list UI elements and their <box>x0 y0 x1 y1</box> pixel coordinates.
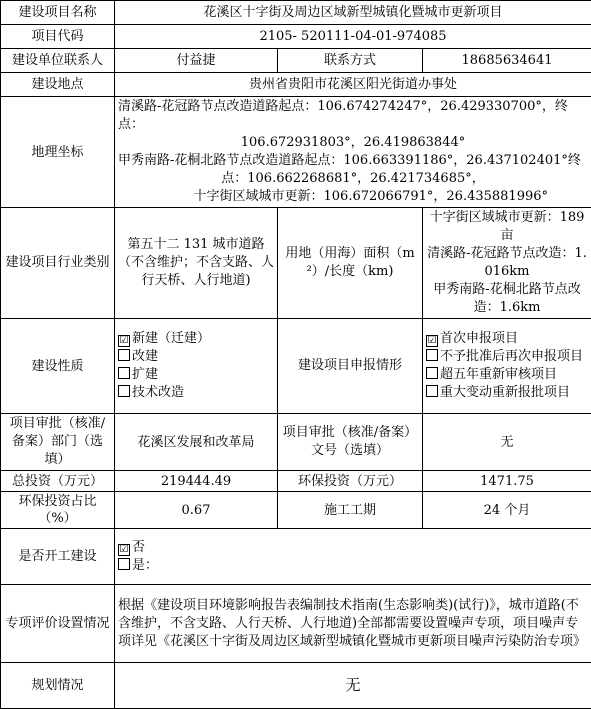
nature-option-label: 改建 <box>132 349 158 364</box>
coordinates-line: 清溪路-花冠路节点改造道路起点：106.674274247°，26.429330700°，终点： <box>118 98 588 134</box>
construction-period-value: 24 个月 <box>423 492 591 529</box>
area-line: 甲秀南路-花桐北路节点改造：1.6km <box>426 281 588 317</box>
contact-value: 付益捷 <box>115 49 278 73</box>
contact-method-value: 18685634641 <box>423 49 591 73</box>
special-label: 专项评价设置情况 <box>1 585 115 663</box>
approval-dept-label: 项目审批（核准/备案）部门（选填） <box>1 414 115 471</box>
nature-option-label: 技术改造 <box>132 385 184 400</box>
declare-option-label: 不予批准后再次申报项目 <box>440 349 583 364</box>
category-label: 建设项目行业类别 <box>1 208 115 319</box>
planning-label: 规划情况 <box>1 663 115 709</box>
special-value: 根据《建设项目环境影响报告表编制技术指南(生态影响类)(试行)》，城市道路(不含维护，不含支路、人行天桥、人行地道)全部都需要设置噪声专项，项目噪声专项详见《花溪区十字街及周边区域新型城镇化暨城市更新项目噪声污染防治专项》 <box>115 585 591 663</box>
declare-option-label: 重大变动重新报批项目 <box>440 385 570 400</box>
total-investment-label: 总投资（万元） <box>1 471 115 492</box>
row-project-code <box>1 25 591 49</box>
started-options <box>115 529 591 585</box>
checkbox-icon: ☑ <box>118 544 130 556</box>
row-ratio <box>1 492 591 529</box>
contact-label: 建设单位联系人 <box>1 49 115 73</box>
contact-method-label: 联系方式 <box>278 49 423 73</box>
nature-options <box>115 319 278 414</box>
area-line: 十字街区域城市更新：189亩 <box>426 209 588 245</box>
row-project-name <box>1 1 591 25</box>
declare-option-label: 超五年重新审核项目 <box>440 367 557 382</box>
location-label: 建设地点 <box>1 73 115 97</box>
started-option <box>118 557 588 575</box>
checkbox-icon <box>426 367 438 379</box>
started-option-label: 否 <box>132 540 145 555</box>
coordinates-line: 甲秀南路-花桐北路节点改造道路起点：106.663391186°，26.437102401°终 <box>118 152 588 170</box>
declare-option <box>426 330 588 348</box>
row-category <box>1 208 591 319</box>
checkbox-icon <box>426 385 438 397</box>
approval-doc-label: 项目审批（核准/备案）文号（选填） <box>278 414 423 471</box>
project-name-value: 花溪区十字街及周边区域新型城镇化暨城市更新项目 <box>115 1 591 25</box>
row-started <box>1 529 591 585</box>
checkbox-icon: ☑ <box>426 335 438 347</box>
checkbox-icon: ☑ <box>118 335 130 347</box>
project-code-value: 2105- 520111-04-01-974085 <box>115 25 591 49</box>
declare-option <box>426 384 588 402</box>
area-label: 用地（用海）面积（m²）/长度（km) <box>278 208 423 319</box>
row-approval <box>1 414 591 471</box>
approval-dept-value: 花溪区发展和改革局 <box>115 414 278 471</box>
started-option-label: 是： <box>132 558 158 573</box>
declare-option-label: 首次申报项目 <box>440 331 518 346</box>
nature-option-label: 扩建 <box>132 367 158 382</box>
project-code-label: 项目代码 <box>1 25 115 49</box>
location-value: 贵州省贵阳市花溪区阳光街道办事处 <box>115 73 591 97</box>
coordinates-line: 十字街区域城市更新：106.672066791°，26.435881996° <box>118 188 588 206</box>
coordinates-value <box>115 97 591 208</box>
declare-option <box>426 348 588 366</box>
declare-option <box>426 366 588 384</box>
project-name-label: 建设项目名称 <box>1 1 115 25</box>
nature-option <box>118 384 274 402</box>
checkbox-icon <box>118 367 130 379</box>
env-ratio-value: 0.67 <box>115 492 278 529</box>
env-investment-label: 环保投资（万元） <box>278 471 423 492</box>
construction-period-label: 施工工期 <box>278 492 423 529</box>
row-special <box>1 585 591 663</box>
coordinates-line: 点：106.662268681°，26.421734685°， <box>118 170 588 188</box>
row-contact <box>1 49 591 73</box>
coordinates-line: 106.672931803°，26.419863844° <box>118 134 588 152</box>
started-option <box>118 539 588 557</box>
env-ratio-label: 环保投资占比（%） <box>1 492 115 529</box>
row-nature <box>1 319 591 414</box>
row-planning <box>1 663 591 709</box>
row-coordinates <box>1 97 591 208</box>
declare-label: 建设项目申报情形 <box>278 319 423 414</box>
nature-option <box>118 366 274 384</box>
row-investment <box>1 471 591 492</box>
env-investment-value: 1471.75 <box>423 471 591 492</box>
total-investment-value: 219444.49 <box>115 471 278 492</box>
checkbox-icon <box>118 385 130 397</box>
nature-option <box>118 348 274 366</box>
row-location <box>1 73 591 97</box>
approval-doc-value: 无 <box>423 414 591 471</box>
started-label: 是否开工建设 <box>1 529 115 585</box>
area-value <box>423 208 591 319</box>
declare-options <box>423 319 591 414</box>
coordinates-label: 地理坐标 <box>1 97 115 208</box>
checkbox-icon <box>426 349 438 361</box>
nature-option <box>118 330 274 348</box>
nature-option-label: 新建（迁建） <box>132 331 210 346</box>
checkbox-icon <box>118 349 130 361</box>
checkbox-icon <box>118 558 130 570</box>
nature-label: 建设性质 <box>1 319 115 414</box>
planning-value: 无 <box>115 663 591 709</box>
category-value: 第五十二 131 城市道路（不含维护；不含支路、人行天桥、人行地道) <box>115 208 278 319</box>
area-line: 清溪路-花冠路节点改造：1.016km <box>426 245 588 281</box>
